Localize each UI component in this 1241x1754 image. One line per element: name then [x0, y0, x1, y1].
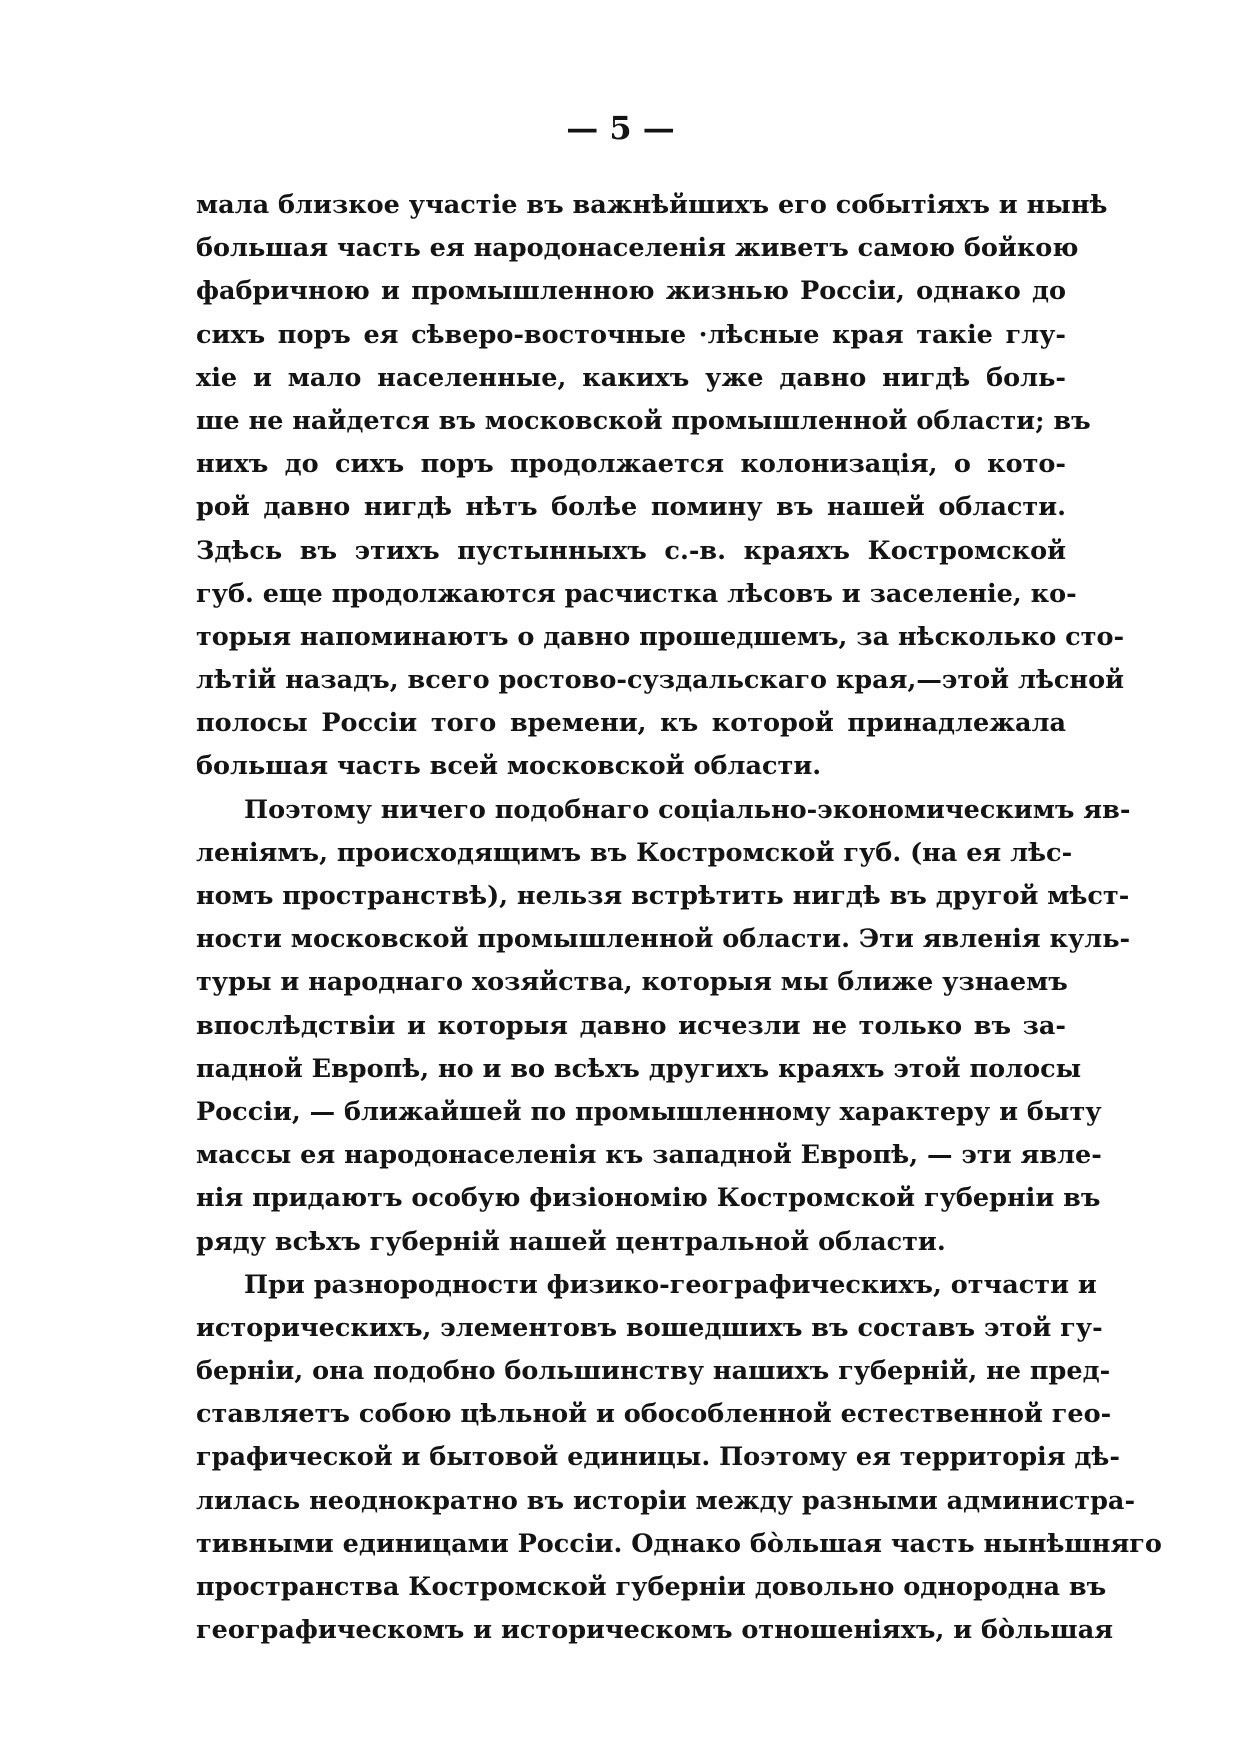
text-line: большая часть всей московской области.: [196, 751, 822, 782]
text-line: нихъ до сихъ поръ продолжается колонизація, о кото-: [196, 449, 1066, 480]
text-line: ности московской промышленной области. Эти явленія куль-: [196, 924, 1131, 955]
text-line: тивными единицами Россіи. Однако бо̀льшая часть нынѣшняго: [196, 1528, 1162, 1559]
text-line: хіе и мало населенные, какихъ уже давно нигдѣ боль-: [196, 362, 1066, 393]
text-line: лѣтій назадъ, всего ростово-суздальскаго края,—этой лѣсной: [196, 665, 1124, 696]
text-line: пространства Костромской губерніи довольно однородна въ: [196, 1572, 1107, 1602]
text-line: торыя напоминаютъ о давно прошедшемъ, за нѣсколько сто-: [196, 621, 1125, 652]
text-line: Здѣсь въ этихъ пустынныхъ с.-в. краяхъ Костромской: [196, 535, 1066, 566]
body-text: [196, 184, 1162, 1652]
text-line: нія придаютъ особую физіономію Костромской губерніи въ: [196, 1183, 1101, 1214]
text-line: При разнородности физико-географическихъ, отчасти и: [244, 1269, 1097, 1300]
text-line: сихъ поръ ея сѣверо-восточные ·лѣсные края такіе глу-: [196, 319, 1066, 350]
text-line: большая часть ея народонаселенія живетъ самою бойкою: [196, 233, 1079, 264]
text-line: графической и бытовой единицы. Поэтому ея территорія дѣ-: [196, 1442, 1120, 1473]
text-line: берніи, она подобно большинству нашихъ губерній, не пред-: [196, 1356, 1111, 1387]
text-line: впослѣдствіи и которыя давно исчезли не только въ за-: [196, 1010, 1066, 1041]
text-line: губ. еще продолжаются расчистка лѣсовъ и заселеніе, ко-: [196, 578, 1077, 609]
text-line: ше не найдется въ московской промышленной области; въ: [196, 405, 1091, 436]
text-line: географическомъ и историческомъ отношеніяхъ, и бо̀льшая: [196, 1615, 1114, 1646]
text-line: полосы Россіи того времени, къ которой принадлежала: [196, 708, 1066, 739]
text-line: Россіи, — ближайшей по промышленному характеру и быту: [196, 1096, 1102, 1127]
text-line: туры и народнаго хозяйства, которыя мы ближе узнаемъ: [196, 967, 1068, 998]
text-line: Поэтому ничего подобнаго соціально-экономическимъ яв-: [244, 794, 1131, 825]
text-line: номъ пространствѣ), нельзя встрѣтить нигдѣ въ другой мѣст-: [196, 881, 1130, 911]
text-line: массы ея народонаселенія къ западной Европѣ, — эти явле-: [196, 1140, 1102, 1171]
text-line: фабричною и промышленною жизнью Россіи, однако до: [196, 276, 1066, 307]
page-number: — 5 —: [566, 109, 675, 147]
text-line: леніямъ, происходящимъ въ Костромской губ. (на ея лѣс-: [196, 837, 1073, 868]
text-line: ряду всѣхъ губерній нашей центральной области.: [196, 1226, 946, 1257]
text-line: падной Европѣ, но и во всѣхъ другихъ краяхъ этой полосы: [196, 1053, 1082, 1084]
text-line: мала близкое участіе въ важнѣйшихъ его событіяхъ и нынѣ: [196, 190, 1108, 220]
text-line: рой давно нигдѣ нѣтъ болѣе помину въ нашей области.: [196, 492, 1066, 523]
text-line: лилась неоднократно въ исторіи между разными администра-: [196, 1485, 1136, 1516]
text-line: ставляетъ собою цѣльной и обособленной естественной гео-: [196, 1399, 1112, 1430]
text-line: историческихъ, элементовъ вошедшихъ въ составъ этой гу-: [196, 1312, 1103, 1343]
